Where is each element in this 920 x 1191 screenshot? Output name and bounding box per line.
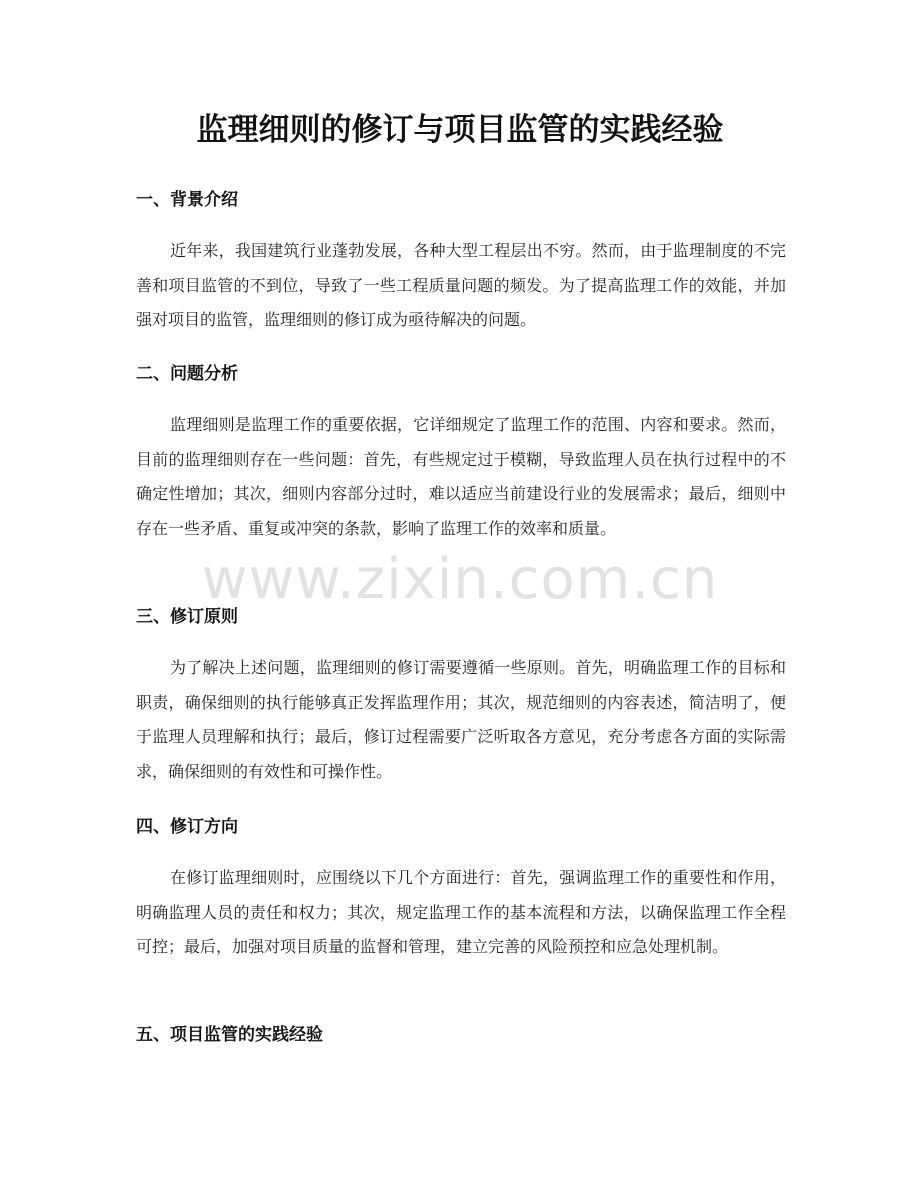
section-heading: 五、项目监管的实践经验 bbox=[136, 1025, 323, 1045]
section-paragraph: 在修订监理细则时，应围绕以下几个方面进行：首先，强调监理工作的重要性和作用，明确监理人员的责任和权力；其次，规定监理工作的基本流程和方法，以确保监理工作全程可控；最后，加强对项目质量的监督和管理，建立完善的风险预控和应急处理机制。 bbox=[136, 868, 786, 957]
watermark: www.zixin.com.cn bbox=[201, 547, 719, 612]
section-practice-experience bbox=[136, 1021, 786, 1049]
section-paragraph: 近年来，我国建筑行业蓬勃发展，各种大型工程层出不穷。然而，由于监理制度的不完善和项目监管的不到位，导致了一些工程质量问题的频发。为了提高监理工作的效能，并加强对项目的监管，监理细则的修订成为亟待解决的问题。 bbox=[136, 241, 786, 330]
section-heading: 一、背景介绍 bbox=[136, 190, 238, 210]
section-paragraph: 为了解决上述问题，监理细则的修订需要遵循一些原则。首先，明确监理工作的目标和职责，确保细则的执行能够真正发挥监理作用；其次，规范细则的内容表述，简洁明了，便于监理人员理解和执行；最后，修订过程需要广泛听取各方意见，充分考虑各方面的实际需求，确保细则的有效性和可操作性。 bbox=[136, 658, 786, 782]
section-heading: 四、修订方向 bbox=[136, 817, 238, 837]
section-heading: 三、修订原则 bbox=[136, 607, 238, 627]
section-revision-principles bbox=[136, 603, 786, 790]
section-problem-analysis bbox=[136, 360, 786, 547]
section-background bbox=[136, 186, 786, 338]
section-revision-direction bbox=[136, 813, 786, 965]
section-heading: 二、问题分析 bbox=[136, 364, 238, 384]
document-title: 监理细则的修订与项目监管的实践经验 bbox=[196, 112, 724, 148]
section-paragraph: 监理细则是监理工作的重要依据，它详细规定了监理工作的范围、内容和要求。然而，目前的监理细则存在一些问题：首先，有些规定过于模糊，导致监理人员在执行过程中的不确定性增加；其次，细则内容部分过时，难以适应当前建设行业的发展需求；最后，细则中存在一些矛盾、重复或冲突的条款，影响了监理工作的效率和质量。 bbox=[136, 415, 786, 539]
